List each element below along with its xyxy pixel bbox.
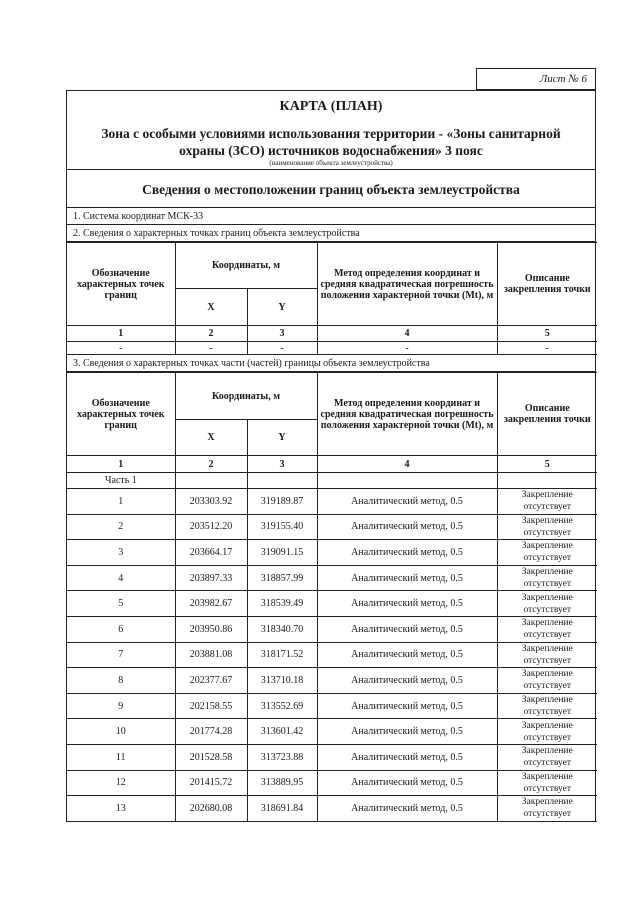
subtitle-caption: (наименование объекта землеустройства)	[269, 159, 393, 167]
coord-y: 318539.49	[247, 591, 317, 617]
column-number: 5	[497, 456, 597, 473]
point-number: 9	[67, 693, 175, 719]
method-cell: Аналитический метод, 0.5	[317, 642, 497, 668]
section-title: Сведения о местоположении границ объекта землеустройства	[67, 170, 595, 208]
column-number: 3	[247, 326, 317, 342]
coord-x: 202377.67	[175, 668, 247, 694]
cell-dash: -	[317, 342, 497, 355]
coord-x: 202158.55	[175, 693, 247, 719]
empty-cell	[247, 473, 317, 489]
section2-table	[67, 242, 597, 355]
description-cell: Закрепление отсутствует	[497, 489, 597, 515]
col-desc-header: Описание закрепления точки	[497, 243, 597, 326]
table-row	[67, 693, 597, 719]
method-cell: Аналитический метод, 0.5	[317, 540, 497, 566]
method-cell: Аналитический метод, 0.5	[317, 616, 497, 642]
coord-y: 318691.84	[247, 796, 317, 822]
coord-x: 203512.20	[175, 514, 247, 540]
method-cell: Аналитический метод, 0.5	[317, 693, 497, 719]
sheet-number: Лист № 6	[476, 68, 596, 90]
column-number: 1	[67, 326, 175, 342]
point-number: 8	[67, 668, 175, 694]
section2-title: 2. Сведения о характерных точках границ объекта землеустройства	[67, 225, 595, 242]
column-number: 2	[175, 456, 247, 473]
table-row	[67, 342, 597, 355]
column-numbers-row	[67, 456, 597, 473]
document-subtitle: Зона с особыми условиями использования территории - «Зоны санитарной охраны (ЗСО) источников водоснабжения» 3 пояс	[101, 126, 561, 158]
coord-y: 319091.15	[247, 540, 317, 566]
point-number: 10	[67, 719, 175, 745]
coord-x: 201774.28	[175, 719, 247, 745]
column-number: 4	[317, 456, 497, 473]
table-row	[67, 540, 597, 566]
description-cell: Закрепление отсутствует	[497, 719, 597, 745]
table-row	[67, 796, 597, 822]
cell-dash: -	[67, 342, 175, 355]
part-label: Часть 1	[67, 473, 175, 489]
coord-x: 203950.86	[175, 616, 247, 642]
col-y-header: Y	[247, 289, 317, 326]
method-cell: Аналитический метод, 0.5	[317, 591, 497, 617]
table-row	[67, 668, 597, 694]
description-cell: Закрепление отсутствует	[497, 770, 597, 796]
method-cell: Аналитический метод, 0.5	[317, 514, 497, 540]
table-row	[67, 591, 597, 617]
col-point-header: Обозначение характерных точек границ	[67, 243, 175, 326]
description-cell: Закрепление отсутствует	[497, 565, 597, 591]
description-cell: Закрепление отсутствует	[497, 642, 597, 668]
point-number: 1	[67, 489, 175, 515]
empty-cell	[317, 473, 497, 489]
coord-y: 319189.87	[247, 489, 317, 515]
col-desc-header: Описание закрепления точки	[497, 373, 597, 456]
coord-y: 313601.42	[247, 719, 317, 745]
coord-x: 201415.72	[175, 770, 247, 796]
coord-y: 313710.18	[247, 668, 317, 694]
col-x-header: X	[175, 289, 247, 326]
description-cell: Закрепление отсутствует	[497, 591, 597, 617]
coord-x: 201528.58	[175, 744, 247, 770]
column-number: 3	[247, 456, 317, 473]
col-coords-header: Координаты, м	[175, 373, 317, 420]
cell-dash: -	[247, 342, 317, 355]
table-row	[67, 616, 597, 642]
method-cell: Аналитический метод, 0.5	[317, 796, 497, 822]
coord-x: 203897.33	[175, 565, 247, 591]
coord-y: 318171.52	[247, 642, 317, 668]
cell-dash: -	[175, 342, 247, 355]
point-number: 12	[67, 770, 175, 796]
coord-x: 203881.08	[175, 642, 247, 668]
document-frame	[66, 90, 596, 822]
column-number: 1	[67, 456, 175, 473]
description-cell: Закрепление отсутствует	[497, 540, 597, 566]
cell-dash: -	[497, 342, 597, 355]
table-row	[67, 514, 597, 540]
point-number: 3	[67, 540, 175, 566]
table-row	[67, 642, 597, 668]
point-number: 2	[67, 514, 175, 540]
coord-x: 203664.17	[175, 540, 247, 566]
table-row	[67, 489, 597, 515]
coordinate-system: 1. Система координат МСК-33	[67, 208, 595, 225]
section3-table	[67, 372, 597, 822]
method-cell: Аналитический метод, 0.5	[317, 770, 497, 796]
document-header	[67, 91, 595, 170]
coord-y: 318340.70	[247, 616, 317, 642]
table-row	[67, 565, 597, 591]
point-number: 11	[67, 744, 175, 770]
point-number: 4	[67, 565, 175, 591]
description-cell: Закрепление отсутствует	[497, 744, 597, 770]
description-cell: Закрепление отсутствует	[497, 668, 597, 694]
method-cell: Аналитический метод, 0.5	[317, 565, 497, 591]
description-cell: Закрепление отсутствует	[497, 514, 597, 540]
col-coords-header: Координаты, м	[175, 243, 317, 289]
coord-y: 313723.88	[247, 744, 317, 770]
method-cell: Аналитический метод, 0.5	[317, 719, 497, 745]
description-cell: Закрепление отсутствует	[497, 693, 597, 719]
col-y-header: Y	[247, 420, 317, 456]
point-number: 7	[67, 642, 175, 668]
method-cell: Аналитический метод, 0.5	[317, 668, 497, 694]
table-row	[67, 719, 597, 745]
column-number: 4	[317, 326, 497, 342]
part-row	[67, 473, 597, 489]
table-row	[67, 770, 597, 796]
description-cell: Закрепление отсутствует	[497, 616, 597, 642]
coord-y: 318857.99	[247, 565, 317, 591]
table-row	[67, 744, 597, 770]
coord-x: 203982.67	[175, 591, 247, 617]
section3-title: 3. Сведения о характерных точках части (частей) границы объекта землеустройства	[67, 355, 595, 372]
column-number: 5	[497, 326, 597, 342]
document-title: КАРТА (ПЛАН)	[279, 99, 383, 114]
coord-x: 203303.92	[175, 489, 247, 515]
col-x-header: X	[175, 420, 247, 456]
column-numbers-row	[67, 326, 597, 342]
method-cell: Аналитический метод, 0.5	[317, 744, 497, 770]
coord-y: 319155.40	[247, 514, 317, 540]
point-number: 5	[67, 591, 175, 617]
point-number: 6	[67, 616, 175, 642]
empty-cell	[497, 473, 597, 489]
description-cell: Закрепление отсутствует	[497, 796, 597, 822]
empty-cell	[175, 473, 247, 489]
col-method-header: Метод определения координат и средняя квадратическая погрешность положения характерной точки (Mt), м	[317, 373, 497, 456]
method-cell: Аналитический метод, 0.5	[317, 489, 497, 515]
col-point-header: Обозначение характерных точек границ	[67, 373, 175, 456]
coord-y: 313889.95	[247, 770, 317, 796]
coord-x: 202680.08	[175, 796, 247, 822]
column-number: 2	[175, 326, 247, 342]
col-method-header: Метод определения координат и средняя квадратическая погрешность положения характерной точки (Mt), м	[317, 243, 497, 326]
point-number: 13	[67, 796, 175, 822]
coord-y: 313552.69	[247, 693, 317, 719]
